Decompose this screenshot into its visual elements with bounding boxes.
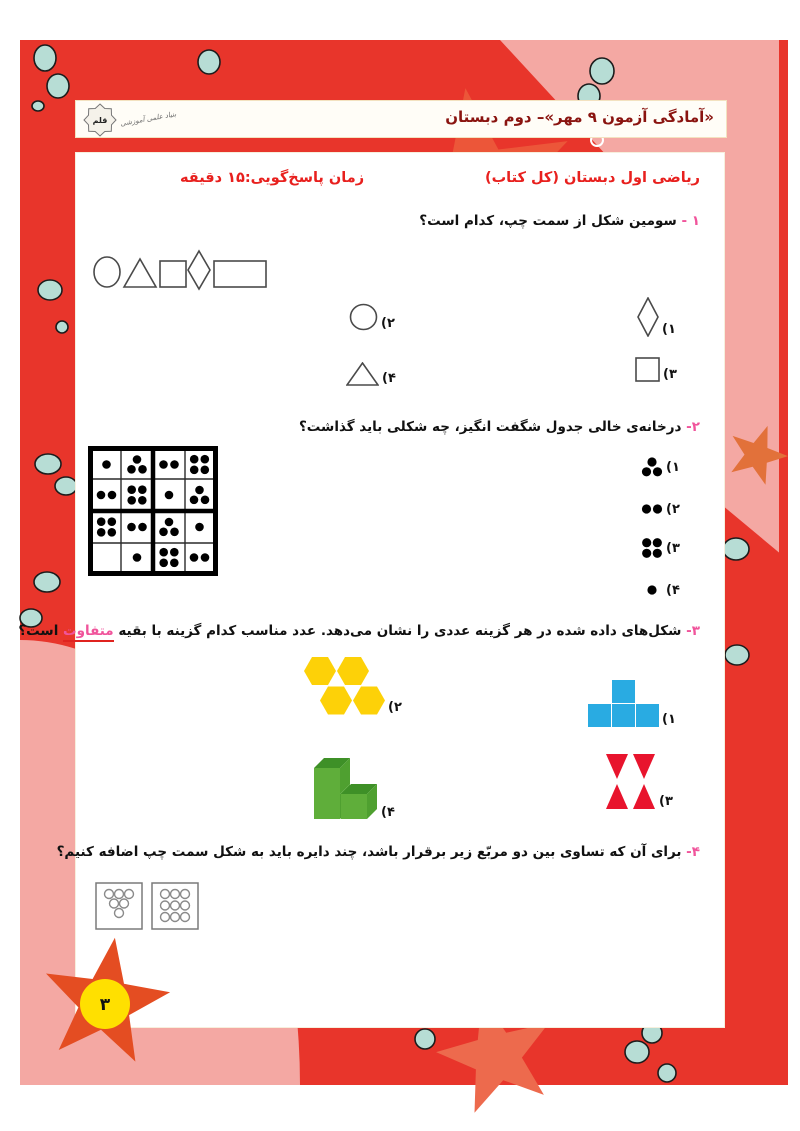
- right-edge-strip: [779, 40, 788, 1085]
- question-1-text: ۱ - سومین شکل از سمت چپ، کدام است؟: [419, 213, 700, 229]
- question-2-number: ۲-: [686, 419, 700, 435]
- two-dots-icon: [641, 497, 663, 521]
- stimulus-square-shape: [160, 261, 186, 287]
- stimulus-rectangle-shape: [214, 261, 266, 287]
- stimulus-triangle-shape: [124, 259, 156, 287]
- option-label: (۱: [666, 459, 680, 475]
- page-number-star: [20, 925, 190, 1085]
- question-3-text: ۳- شکل‌های داده شده در هر گزینه عددی را نشان می‌دهد. عدد مناسب کدام گزینه با بقیه متفاوت است؟: [18, 623, 700, 639]
- foundation-logo: [82, 102, 202, 138]
- q3-option-4: [313, 747, 395, 820]
- option-label: (۴: [382, 371, 396, 386]
- option-label: (۴: [666, 582, 680, 598]
- question-1-number: ۱ -: [681, 213, 700, 229]
- time-label: زمان پاسخ‌گویی:۱۵ دقیقه: [180, 170, 365, 186]
- circle-shape: [349, 303, 378, 331]
- blue-squares-shape: [588, 679, 659, 727]
- highlighted-word: متفاوت: [63, 623, 114, 642]
- option-label: (۳: [663, 367, 677, 382]
- q1-option-3: [635, 357, 677, 382]
- q2-option-1: [641, 455, 680, 479]
- diamond-shape: [637, 297, 659, 337]
- option-label: (۱: [662, 322, 676, 337]
- question-2-text: ۲- درخانه‌ی خالی جدول شگفت انگیز، چه شکلی باید گذاشت؟: [298, 419, 700, 435]
- q1-option-1: [637, 297, 676, 337]
- stimulus-diamond-shape: [188, 251, 210, 289]
- q2-option-4: [641, 578, 680, 602]
- square-shape: [635, 357, 660, 382]
- question-4-text: ۴- برای آن که تساوی بین دو مربّع زیر برقرار باشد، چند دایره باید به شکل سمت چپ اضافه کنیم؟: [56, 844, 700, 860]
- question-4-number: ۴-: [686, 844, 700, 860]
- option-label: (۲: [381, 316, 395, 331]
- four-dots-icon: [641, 536, 663, 560]
- green-cubes-shape: [313, 747, 378, 820]
- stimulus-circle-shape: [94, 257, 120, 287]
- yellow-hexagons-shape: [303, 657, 385, 715]
- q2-option-3: [641, 536, 680, 560]
- option-label: (۲: [666, 501, 680, 517]
- q2-option-2: [641, 497, 680, 521]
- header-bar: [75, 100, 727, 138]
- q3-option-3: [606, 754, 673, 809]
- q1-option-4: [346, 362, 396, 386]
- logo-subtext: بنیاد علمی آموزشی: [119, 110, 177, 128]
- page-number: ۳: [99, 995, 111, 1015]
- question-3-number: ۳-: [686, 623, 700, 639]
- option-label: (۳: [659, 794, 673, 809]
- q3-option-2: [303, 657, 402, 715]
- dot-grid: [88, 446, 218, 576]
- foundation-logo-icon: [82, 102, 118, 138]
- header-title: «آمادگی آزمون ۹ مهر»– دوم دبستان: [445, 108, 714, 126]
- triangle-shape: [346, 362, 379, 386]
- three-dots-icon: [641, 455, 663, 479]
- option-label: (۲: [388, 700, 402, 715]
- q1-stimulus-shapes: [93, 248, 269, 292]
- option-label: (۴: [381, 805, 395, 820]
- one-dot-icon: [641, 578, 663, 602]
- option-label: (۳: [666, 540, 680, 556]
- red-triangles-shape: [606, 754, 656, 809]
- subject-title: ریاضی اول دبستان (کل کتاب): [484, 170, 700, 186]
- q1-option-2: [349, 303, 395, 331]
- logo-text: قلم: [92, 116, 108, 125]
- q3-option-1: [588, 679, 676, 727]
- option-label: (۱: [662, 712, 676, 727]
